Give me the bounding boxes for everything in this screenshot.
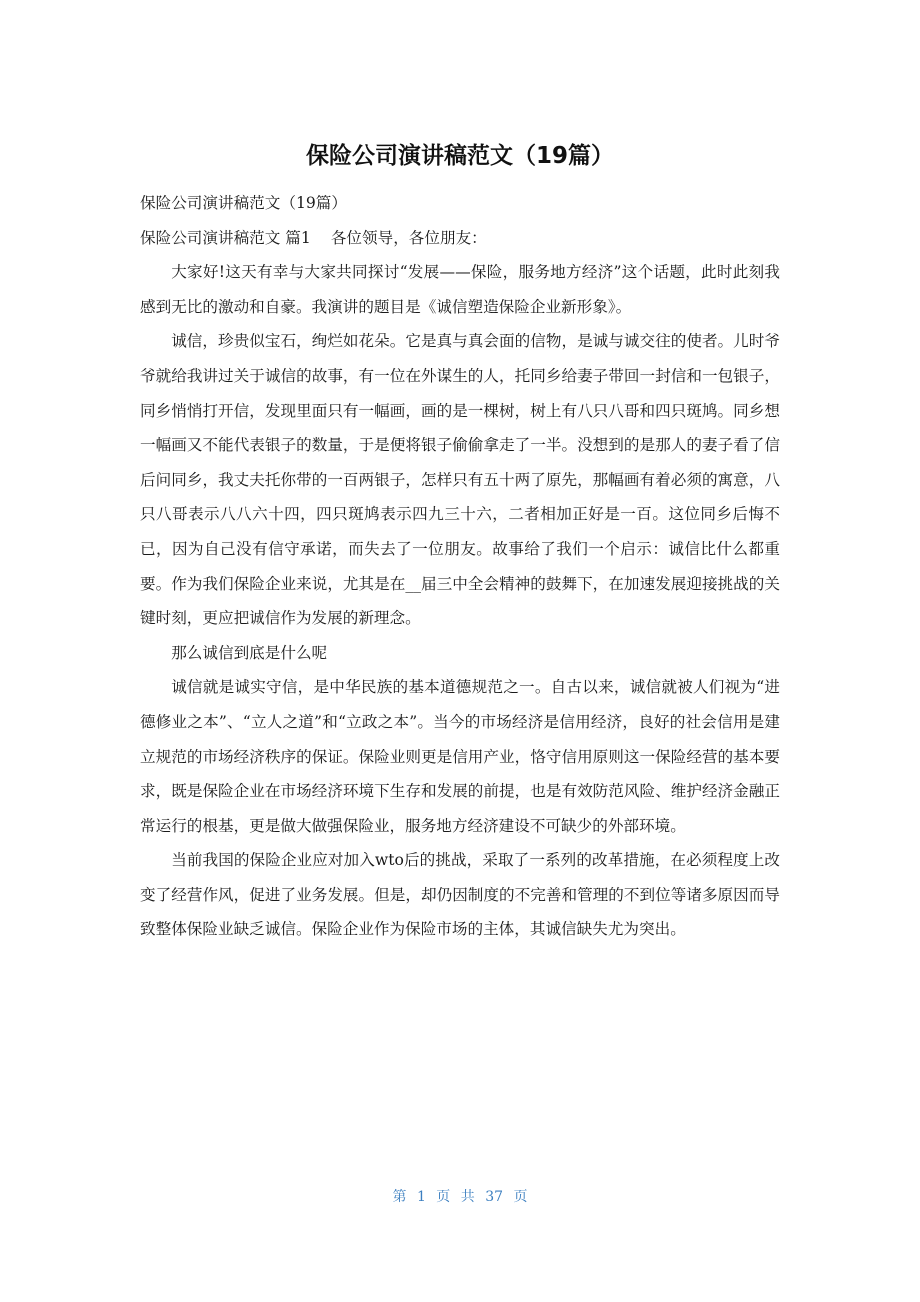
document-body [140,186,780,947]
section-header-line [140,221,780,256]
page-footer: 第 1 页 共 37 页 [392,1189,528,1205]
paragraph-1: 大家好!这天有幸与大家共同探讨“发展——保险，服务地方经济”这个话题，此时此刻我感到无比的激动和自豪。我演讲的题目是《诚信塑造保险企业新形象》。 [140,263,780,316]
paragraph-3: 那么诚信到底是什么呢 [171,643,328,662]
document-title: 保险公司演讲稿范文（19篇） [305,143,614,169]
paragraph-5: 当前我国的保险企业应对加入wto后的挑战，采取了一系列的改革措施，在必须程度上改变了经营作风，促进了业务发展。但是，却仍因制度的不完善和管理的不到位等诸多原因而导致整体保险业缺乏诚信。保险企业作为保险市场的主体，其诚信缺失尤为突出。 [140,851,780,939]
salutation: 各位领导，各位朋友： [330,228,487,247]
paragraph-2: 诚信，珍贵似宝石，绚烂如花朵。它是真与真会面的信物，是诚与诚交往的使者。儿时爷爷就给我讲过关于诚信的故事，有一位在外谋生的人，托同乡给妻子带回一封信和一包银子，同乡悄悄打开信，发现里面只有一幅画，画的是一棵树，树上有八只八哥和四只斑鸠。同乡想一幅画又不能代表银子的数量，于是便将银子偷偷拿走了一半。没想到的是那人的妻子看了信后问同乡，我丈夫托你带的一百两银子，怎样只有五十两了原先，那幅画有着必须的寓意，八只八哥表示八八六十四，四只斑鸠表示四九三十六，二者相加正好是一百。这位同乡后悔不已，因为自己没有信守承诺，而失去了一位朋友。故事给了我们一个启示：诚信比什么都重要。作为我们保险企业来说，尤其是在__届三中全会精神的鼓舞下，在加速发展迎接挑战的关键时刻，更应把诚信作为发展的新理念。 [140,332,780,628]
document-subtitle: 保险公司演讲稿范文（19篇） [140,194,347,212]
section-heading: 保险公司演讲稿范文 篇1 [140,228,311,247]
paragraph-4: 诚信就是诚实守信，是中华民族的基本道德规范之一。自古以来，诚信就被人们视为“进德修业之本”、“立人之道”和“立政之本”。当今的市场经济是信用经济，良好的社会信用是建立规范的市场经济秩序的保证。保险业则更是信用产业，恪守信用原则这一保险经营的基本要求，既是保险企业在市场经济环境下生存和发展的前提，也是有效防范风险、维护经济金融正常运行的根基，更是做大做强保险业，服务地方经济建设不可缺少的外部环境。 [140,678,780,835]
